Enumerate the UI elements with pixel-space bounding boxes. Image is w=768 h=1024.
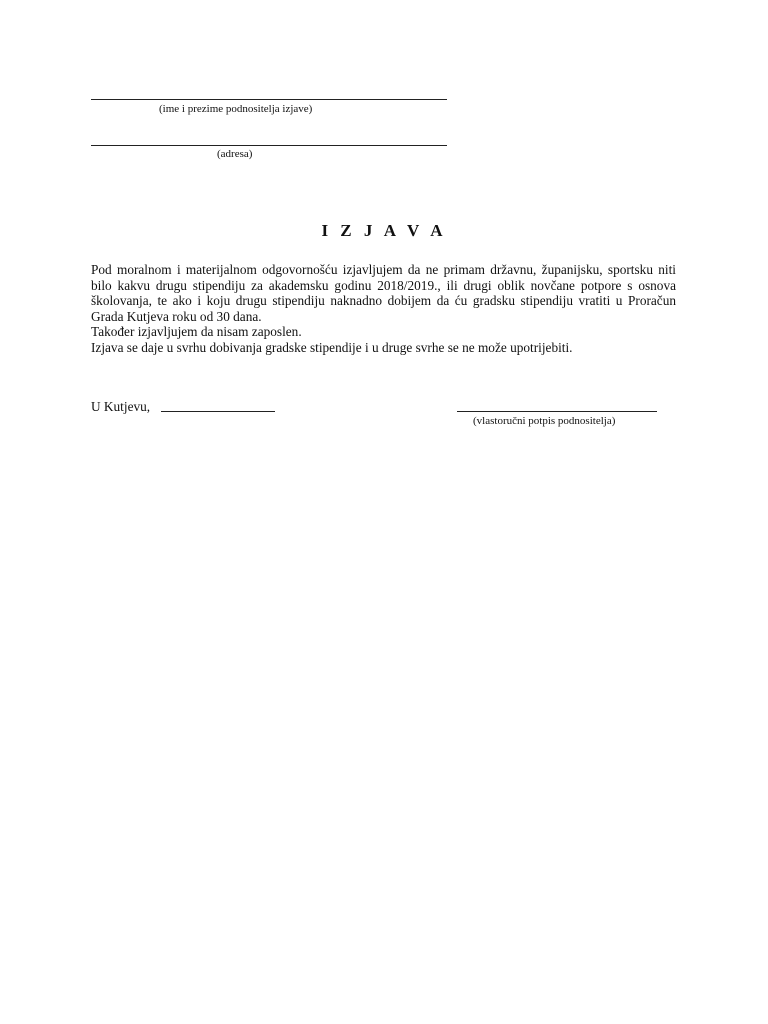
signature-line	[457, 411, 657, 412]
place-label: U Kutjevu,	[91, 399, 151, 414]
purpose-statement: Izjava se daje u svrhu dobivanja gradske stipendije i u druge svrhe se ne može upotrijebiti.	[91, 339, 573, 355]
name-signature-line	[91, 99, 447, 100]
declaration-body	[91, 262, 676, 356]
address-caption: (adresa)	[217, 148, 253, 160]
name-caption: (ime i prezime podnositelja izjave)	[159, 103, 313, 115]
address-line	[91, 145, 447, 146]
declaration-paragraph: Pod moralnom i materijalnom odgovornošću izjavljujem da ne primam državnu, županijsku, sportsku niti bilo kakvu drugu stipendiju za akademsku godinu 2018/2019., ili drugi oblik novčane potpore s osnova školovanja, te ako i koju drugu stipendiju naknadno dobijem da ću gradsku stipendiju vratiti u Proračun Grada Kutjeva roku od 30 dana.	[91, 262, 676, 324]
date-line	[161, 411, 275, 412]
employment-statement: Također izjavljujem da nisam zaposlen.	[91, 324, 302, 340]
signature-caption: (vlastoručni potpis podnositelja)	[473, 415, 616, 427]
document-title: I Z J A V A	[321, 221, 447, 240]
